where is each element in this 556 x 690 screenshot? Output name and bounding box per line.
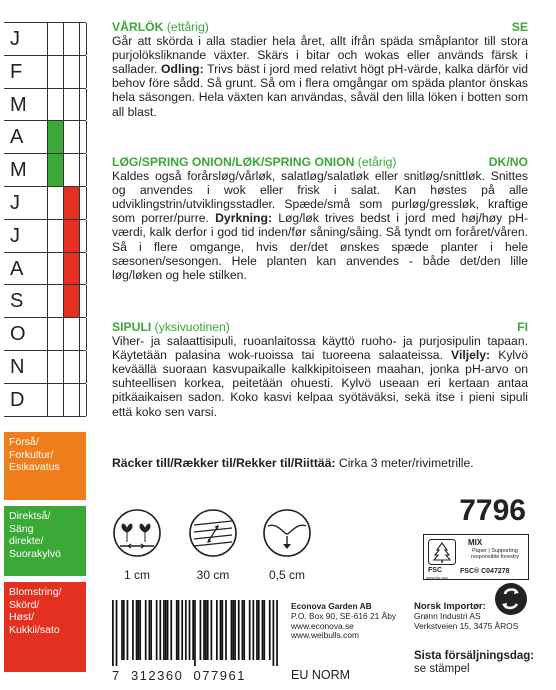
calendar-cell-harvest <box>63 121 80 153</box>
barcode-bar <box>252 600 254 660</box>
barcode-bar <box>220 600 222 660</box>
sell-by-heading: Sista försäljningsdag: <box>414 650 535 662</box>
barcode-bar <box>234 600 236 660</box>
barcode-bar <box>225 600 227 660</box>
barcode-bar <box>200 600 202 660</box>
fsc-code: FSC® C047278 <box>460 568 510 575</box>
barcode-bar <box>132 600 134 660</box>
barcode-bar <box>262 600 264 660</box>
calendar-cell-harvest <box>63 154 80 186</box>
fsc-mix: MIX <box>468 538 483 547</box>
body-danish-1: Kaldes også forårsløg/vårløk, salatløg/salatløk eller snitløg/snittløk. Snittes og anvendes i wok eller frisk i salat. Kan høstes på alle udviklingstrin/utviklingsstadler. Spæde/små som purløg/gressløk, kraftige som porrer/purre. <box>112 169 528 226</box>
barcode-bar <box>178 600 180 660</box>
calendar-cell-extra <box>79 351 87 383</box>
fsc-tree-logo-icon <box>428 539 456 565</box>
barcode-bar <box>139 600 141 660</box>
article-number: 7796 <box>459 494 526 527</box>
calendar-cell-extra <box>79 154 87 186</box>
sell-by-text: se stämpel <box>414 663 470 675</box>
row-distance-label: 30 cm <box>196 568 230 582</box>
barcode-bar <box>256 600 258 660</box>
barcode-bar <box>258 600 260 660</box>
heading-finnish-sub: (yksivuotinen) <box>151 320 230 334</box>
text-block-finnish <box>112 320 528 419</box>
producer-address: P.O. Box 90, SE-616 21 Åby <box>291 610 397 621</box>
calendar-month-row <box>4 186 86 219</box>
producer-info <box>291 602 396 641</box>
barcode-bar <box>273 600 275 666</box>
barcode-bar <box>181 600 183 660</box>
body-danish-2: Løg/løk trives bedst i jord med høj/høy pH-værdi, kalk derfor i god tid inden/før såning/såing. Så tyndt om foråret/våren. Så i flere omgange, hvis der/det ønskes spæde planter i hele sæsonen/sesongen. Hele planten kan anvendes - både det/den lille løg/løken og hele stilken. <box>112 211 529 282</box>
importer-name: Grønn Industri AS <box>414 610 481 621</box>
calendar-month-row <box>4 383 86 417</box>
heading-danish-sub: (etårig) <box>354 155 397 169</box>
calendar-month-letter: J <box>10 191 20 214</box>
barcode-bar <box>121 600 123 660</box>
body-finnish-1: Viher- ja salaattisipuli, ruoanlaitossa käyttö ruoho- ja purjosipulin tapaan. Käytetään palasina wok-ruoissa tai tuoreena salaateissa. <box>112 334 528 363</box>
barcode-bar <box>112 600 114 666</box>
barcode-bar <box>231 600 233 660</box>
calendar-month-row <box>4 88 86 121</box>
calendar-cell-harvest <box>63 318 80 350</box>
sowing-calendar <box>4 22 86 417</box>
calendar-cell-sow <box>47 187 64 219</box>
calendar-cell-harvest <box>63 23 80 55</box>
body-swedish-2: Trivs bäst i jord med relativt högt pH-värde, kalka därför vid behov före sådd. Så grunt. Så om i flera omgångar om späda plantor önskas hela säsongen. Hela växten kan användas, såväl den lilla löken i botten som all blast. <box>112 62 528 119</box>
lang-code-se: SE <box>511 20 528 34</box>
sowing-depth-label: 0,5 cm <box>268 568 305 582</box>
ean-barcode <box>112 600 278 666</box>
producer-web-1: www.econova.se <box>291 620 354 631</box>
text-block-swedish <box>112 20 528 119</box>
calendar-cell-extra <box>79 121 87 153</box>
calendar-cell-extra <box>79 187 87 219</box>
calendar-cell-harvest <box>63 285 80 317</box>
calendar-month-letter: A <box>10 257 24 280</box>
producer-web-2: www.weibulls.com <box>291 630 359 641</box>
calendar-month-letter: D <box>10 388 25 411</box>
barcode-bar <box>243 600 245 660</box>
barcode-bar <box>176 600 178 660</box>
calendar-cell-extra <box>79 23 87 55</box>
calendar-month-letter: S <box>10 290 24 313</box>
calendar-cell-harvest <box>63 56 80 88</box>
calendar-cell-sow <box>47 89 64 121</box>
barcode-digits: 7 312360 077961 <box>112 668 246 683</box>
barcode-bar <box>221 600 223 660</box>
calendar-cell-extra <box>79 253 87 285</box>
barcode-bar <box>167 600 169 660</box>
fsc-description: Paper | Supporting responsible forestry <box>471 548 519 560</box>
text-block-danish-norwegian <box>112 155 528 282</box>
calendar-cell-sow <box>47 121 64 153</box>
barcode-bar <box>263 600 265 660</box>
barcode-bar <box>192 600 194 660</box>
body-finnish-2: Kylvö keväällä suoraan kasvupaikalle kalkkipitoiseen maahan, jonka pH-arvo on suhteellisen korkea, peitetään ohuesti. Kylvö useaan eri kertaan antaa pitkäaikaisen sadon. Koko kasvi kelpaa syötäväksi, sekä itse i pieni sipuli että koko sen varsi. <box>112 348 528 419</box>
barcode-bar <box>276 600 278 666</box>
calendar-cell-extra <box>79 220 87 252</box>
importer-address: Verkstveien 15, 3475 ÅROS <box>414 620 519 631</box>
calendar-cell-sow <box>47 351 64 383</box>
heading-swedish: VÅRLÖK <box>112 20 164 34</box>
barcode-bar <box>238 600 240 660</box>
calendar-cell-extra <box>79 89 87 121</box>
barcode-bar <box>170 600 172 660</box>
eu-norm: EU NORM <box>291 668 351 682</box>
coverage-line <box>112 456 474 470</box>
calendar-month-row <box>4 22 86 55</box>
calendar-cell-extra <box>79 384 87 416</box>
barcode-bar <box>159 600 161 660</box>
calendar-cell-harvest <box>63 220 80 252</box>
calendar-month-row <box>4 219 86 252</box>
barcode-bar <box>148 600 150 660</box>
barcode-bar <box>216 600 218 660</box>
barcode-bar <box>165 600 167 660</box>
barcode-bar <box>242 600 244 660</box>
seed-spacing-label: 1 cm <box>123 568 150 582</box>
calendar-cell-sow <box>47 220 64 252</box>
legend-presow: Förså/ Forkultur/ Esikavatus <box>4 432 86 500</box>
lang-code-fi: FI <box>517 320 528 334</box>
calendar-cell-sow <box>47 318 64 350</box>
body-danish-bold: Dyrkning: <box>215 211 273 226</box>
calendar-cell-harvest <box>63 384 80 416</box>
producer-company: Econova Garden AB <box>291 601 372 611</box>
coverage-value: Cirka 3 meter/rivimetrille. <box>335 456 474 470</box>
barcode-bar <box>269 600 271 660</box>
barcode-bar <box>127 600 129 660</box>
barcode-bar <box>211 600 213 660</box>
barcode-bar <box>232 600 234 660</box>
sowing-depth-icon <box>262 508 312 558</box>
heading-danish: LØG/SPRING ONION/LØK/SPRING ONION <box>112 155 355 169</box>
fsc-site: www.fsc.org <box>426 575 448 580</box>
recycle-icon <box>494 582 528 616</box>
calendar-cell-sow <box>47 154 64 186</box>
barcode-bar <box>116 600 118 666</box>
calendar-month-letter: J <box>10 224 20 247</box>
calendar-cell-harvest <box>63 187 80 219</box>
calendar-month-letter: N <box>10 355 25 378</box>
importer-heading: Norsk Importør: <box>414 601 486 612</box>
barcode-bar <box>203 600 205 660</box>
barcode-bar <box>123 600 125 660</box>
barcode-bar <box>207 600 209 660</box>
calendar-month-row <box>4 317 86 350</box>
barcode-bar <box>150 600 152 660</box>
calendar-month-letter: F <box>10 60 23 83</box>
barcode-bar <box>138 600 140 660</box>
calendar-month-letter: M <box>10 159 27 182</box>
row-distance-icon <box>188 508 238 558</box>
calendar-month-letter: A <box>10 126 24 149</box>
barcode-bar <box>185 600 187 660</box>
calendar-cell-extra <box>79 56 87 88</box>
body-swedish-bold: Odling: <box>161 62 204 77</box>
calendar-month-row <box>4 55 86 88</box>
sell-by-info <box>414 650 534 676</box>
coverage-label: Räcker till/Rækker til/Rekker til/Riittää: <box>112 456 336 470</box>
barcode-bar <box>189 600 191 660</box>
calendar-cell-sow <box>47 253 64 285</box>
legend-direct-sow: Direktså/ Säng direkte/ Suorakylvö <box>4 506 86 576</box>
calendar-cell-harvest <box>63 253 80 285</box>
barcode-bar <box>249 600 251 660</box>
calendar-cell-sow <box>47 384 64 416</box>
calendar-month-letter: O <box>10 323 26 346</box>
calendar-cell-sow <box>47 285 64 317</box>
lang-code-dk-no: DK/NO <box>488 155 528 169</box>
barcode-bar <box>205 600 207 660</box>
calendar-month-row <box>4 252 86 285</box>
body-swedish-1: Går att skörda i alla stadier hela året, allt ifrån späda småplantor till stora purjolöksliknande växter. Skärs i bitar och wokas eller används färsk i sallader. <box>112 34 528 77</box>
barcode-bar <box>194 600 196 666</box>
barcode-bar <box>156 600 158 660</box>
fsc-label <box>423 534 529 580</box>
calendar-month-letter: M <box>10 93 27 116</box>
calendar-month-letter: J <box>10 28 20 50</box>
calendar-cell-extra <box>79 318 87 350</box>
seed-spacing-icon <box>112 508 162 558</box>
calendar-month-row <box>4 284 86 317</box>
fsc-brand: FSC <box>428 567 442 574</box>
calendar-month-row <box>4 350 86 383</box>
barcode-bar <box>163 600 165 660</box>
calendar-cell-extra <box>79 285 87 317</box>
barcode-bar <box>136 600 138 660</box>
calendar-month-row <box>4 120 86 153</box>
calendar-cell-sow <box>47 56 64 88</box>
heading-swedish-sub: (ettårig) <box>163 20 209 34</box>
calendar-month-row <box>4 153 86 186</box>
calendar-cell-harvest <box>63 89 80 121</box>
calendar-cell-harvest <box>63 351 80 383</box>
body-finnish-bold: Viljely: <box>451 348 491 363</box>
legend-harvest: Blomstring/ Skörd/ Høst/ Kukkii/sato <box>4 582 86 672</box>
calendar-cell-sow <box>47 23 64 55</box>
heading-finnish: SIPULI <box>112 320 152 334</box>
barcode-bar <box>145 600 147 660</box>
